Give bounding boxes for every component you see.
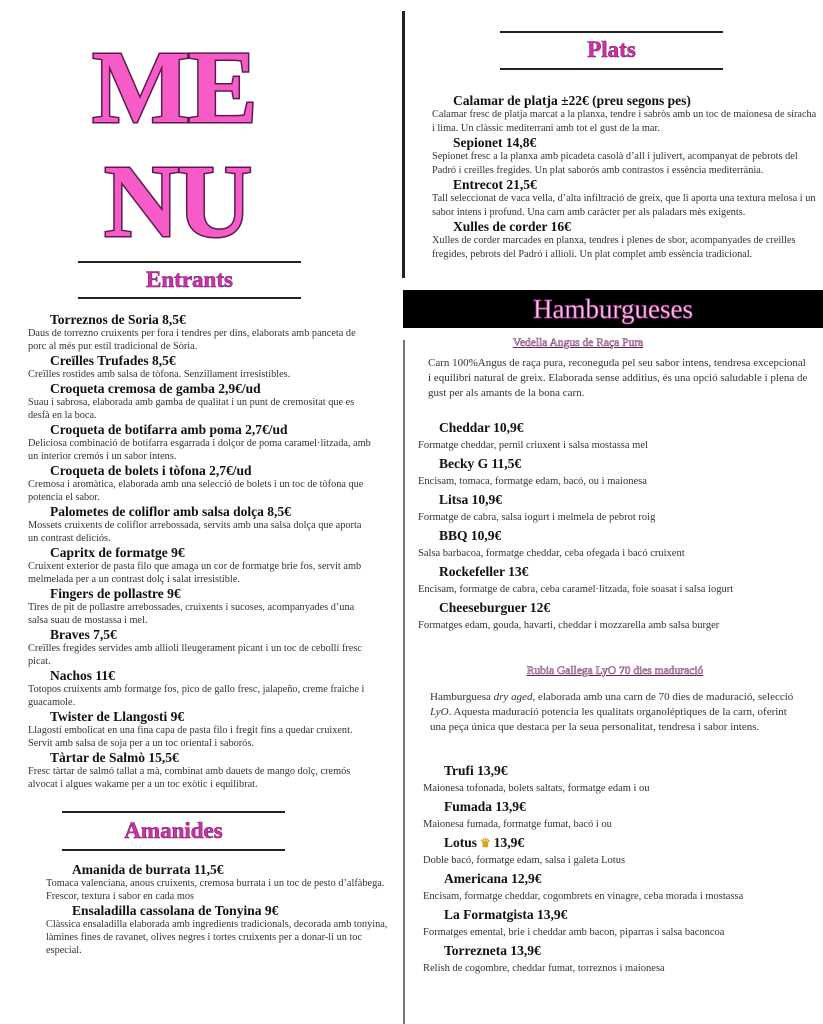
menu-item: [423, 942, 818, 978]
menu-item-title: [28, 750, 373, 765]
menu-item: [423, 834, 818, 870]
item-name: Becky G 11,5€: [439, 456, 522, 471]
menu-item: [46, 903, 391, 957]
item-name: Croqueta de bolets i tòfona 2,7€/ud: [50, 463, 252, 478]
item-name: Cheddar 10,9€: [439, 420, 524, 435]
menu-item-title: [28, 463, 373, 478]
menu-item: [28, 750, 373, 791]
item-name: Nachos 11€: [50, 668, 115, 683]
section-title-hamburgueses: Hamburgueses: [533, 294, 693, 324]
menu-item-title: [423, 834, 818, 852]
menu-item-description: Relish de cogombre, cheddar fumat, torreznos i maionesa: [423, 963, 665, 974]
menu-item-title: [28, 312, 373, 327]
menu-item-title: [432, 93, 817, 108]
menu-item-description: Cruixent exterior de pasta filo que amaga un cor de formatge brie fos, servit amb melmelada per a un contrast dolç i salat irresistible.: [28, 561, 362, 585]
menu-item-description: Tall seleccionat de vaca vella, d’alta infiltració de greix, que li aporta una textura melosa i un sabor intens i profund. Una carn amb caràcter per als paladars mès exigents.: [432, 193, 816, 218]
item-name: Litsa 10,9€: [439, 492, 503, 507]
item-name: Amanida de burrata 11,5€: [72, 862, 224, 877]
menu-item: [28, 312, 373, 353]
divider: [62, 849, 285, 851]
item-name: Americana 12,9€: [444, 871, 542, 886]
menu-title-line2: NU: [104, 144, 251, 259]
menu-item-title: [28, 709, 373, 724]
item-name: Fumada 13,9€: [444, 799, 526, 814]
section-title-plats: Plats: [587, 37, 636, 62]
menu-item-title: [28, 545, 373, 560]
menu-item-title: [423, 942, 818, 960]
item-name: Rockefeller 13€: [439, 564, 529, 579]
item-name: Croqueta cremosa de gamba 2,9€/ud: [50, 381, 261, 396]
menu-item-title: [423, 906, 818, 924]
item-name: Twister de Llangosti 9€: [50, 709, 185, 724]
menu-item-title: [28, 353, 373, 368]
menu-item-description: Maionesa fumada, formatge fumat, bacó i ou: [423, 819, 612, 830]
menu-item-description: Salsa barbacoa, formatge cheddar, ceba ofegada i bacó cruixent: [418, 548, 685, 559]
menu-title-line1: ME: [92, 30, 256, 145]
menu-item-description: Deliciosa combinació de botifarra esgarrada i dolçor de poma caramel·litzada, amb un interior cremós i un sabor intens.: [28, 438, 371, 462]
menu-item-description: Encisam, tomaca, formatge edam, bacó, ou i maionesa: [418, 476, 647, 487]
menu-item-title: [46, 903, 391, 918]
item-name: Entrecot 21,5€: [453, 177, 537, 192]
item-name: Creïlles Trufades 8,5€: [50, 353, 176, 368]
menu-item-description: Fresc tàrtar de salmó tallat a mà, combinat amb dauets de mango dolç, cremós alvocat i algues wakame per a un toc exòtic i equilibrat.: [28, 766, 351, 790]
entrants-list: [28, 312, 373, 791]
item-name: Sepionet 14,8€: [453, 135, 537, 150]
menu-item: [28, 545, 373, 586]
column-divider: [403, 340, 405, 1024]
item-name: Capritx de formatge 9€: [50, 545, 185, 560]
menu-item: [28, 668, 373, 709]
item-name: La Formatgista 13,9€: [444, 907, 568, 922]
menu-item-description: Creïlles fregides servides amb allioli lleugerament picant i un toc de cebollí fresc picat.: [28, 643, 362, 667]
menu-item-description: Tires de pit de pollastre arrebossades, cruixents i sucoses, acompanyades d’una salsa suau de mostassa i mel.: [28, 602, 355, 626]
menu-item-title: [423, 870, 818, 888]
menu-item-title: [28, 381, 373, 396]
intro-text: , elaborada amb una carn de 70 dies de maduració, selecció: [532, 691, 794, 703]
item-name: Trufi 13,9€: [444, 763, 508, 778]
plats-list: [432, 93, 817, 261]
menu-item-title: [432, 177, 817, 192]
menu-item-title: [46, 862, 391, 877]
column-divider: [402, 11, 405, 278]
menu-item-description: Creïlles rostides amb salsa de tòfona. Senzillament irresistibles.: [28, 369, 291, 380]
menu-item-title: [423, 798, 818, 816]
divider: [500, 68, 723, 70]
menu-item: [28, 504, 373, 545]
item-name: BBQ 10,9€: [439, 528, 502, 543]
menu-item: [418, 599, 818, 635]
menu-item-title: [432, 135, 817, 150]
menu-item-title: [28, 668, 373, 683]
item-name: Calamar de platja ±22€ (preu segons pes): [453, 93, 691, 108]
subtitle-rubia: Rubia Gallega LyO 70 dies maduració: [526, 665, 704, 677]
menu-item-description: Formatges emental, brie i cheddar amb bacon, piparras i salsa baconcoa: [423, 927, 725, 938]
menu-item-title: [28, 627, 373, 642]
menu-item: [423, 906, 818, 942]
menu-item: [28, 586, 373, 627]
item-name: Cheeseburguer 12€: [439, 600, 551, 615]
intro-text: Hamburguesa: [430, 691, 494, 703]
menu-item-description: Formatge de cabra, salsa iogurt i melmela de pebrot roig: [418, 512, 656, 523]
item-price: 13,9€: [493, 835, 525, 850]
item-name: Palometes de coliflor amb salsa dolça 8,5€: [50, 504, 291, 519]
section-title-entrants: Entrants: [146, 267, 233, 292]
item-name: Xulles de corder 16€: [453, 219, 571, 234]
menu-item: [418, 491, 818, 527]
rubia-burger-list: [423, 762, 818, 978]
menu-item-title: [418, 599, 818, 617]
section-title-amanides: Amanides: [124, 818, 223, 843]
divider: [500, 31, 723, 33]
menu-item-description: Clàssica ensaladilla elaborada amb ingredients tradicionals, decorada amb tonyina, làmines fines de ravanet, olives negres i tortes cruixents per a donar-li un toc especial.: [46, 919, 388, 956]
crown-icon: ♛: [477, 836, 494, 850]
angus-intro: Carn 100%Angus de raça pura, reconeguda pel seu sabor intens, tendresa excepcional i equilibri natural de greix. Elaborada sense additius, és una opció saludable i plena de gust per als amants de la bona carn.: [428, 357, 808, 399]
menu-item-description: Encisam, formatge de cabra, ceba caramel·litzada, foie soasat i salsa iogurt: [418, 584, 734, 595]
menu-item: [423, 762, 818, 798]
menu-item: [432, 93, 817, 135]
menu-item: [28, 627, 373, 668]
menu-item-description: Cremosa i aromàtica, elaborada amb una selecció de bolets i un toc de tòfona que potencia el sabor.: [28, 479, 364, 503]
divider: [78, 297, 301, 299]
menu-item-description: Encisam, formatge cheddar, cogombrets en vinagre, ceba morada i mostassa: [423, 891, 744, 902]
menu-item-description: Formatge cheddar, pernil criuxent i salsa mostassa mel: [418, 440, 648, 451]
subtitle-angus: Vedella Angus de Raça Pura: [512, 337, 644, 349]
menu-item-description: Formatges edam, gouda, havarti, cheddar i mozzarella amb salsa burger: [418, 620, 720, 631]
menu-item-title: [418, 491, 818, 509]
menu-item-title: [423, 762, 818, 780]
intro-emphasis: LyO: [430, 706, 449, 718]
menu-item-description: Calamar fresc de platja marcat a la planxa, tendre i sabròs amb un toc de maionesa de siracha i lima. Un clàssic mediterrani amb tot el gust de la mar.: [432, 109, 817, 134]
menu-item-title: [418, 563, 818, 581]
item-name: Croqueta de botifarra amb poma 2,7€/ud: [50, 422, 288, 437]
amanides-list: [46, 862, 391, 957]
menu-item-title: [28, 422, 373, 437]
menu-item-description: Xulles de corder marcades en planxa, tendres i plenes de sbor, acompanyades de creilles fregides, pebrots del Padró i allioli. Un plat complet amb essència tradicional.: [432, 235, 796, 260]
intro-emphasis: dry aged: [493, 691, 533, 703]
menu-item: [418, 455, 818, 491]
menu-item: [418, 563, 818, 599]
menu-item: [46, 862, 391, 903]
menu-item-description: Maionesa tofonada, bolets saltats, formatge edam i ou: [423, 783, 650, 794]
angus-burger-list: [418, 419, 818, 635]
menu-item-title: [432, 219, 817, 234]
menu-item: [418, 527, 818, 563]
item-name: Ensaladilla cassolana de Tonyina 9€: [72, 903, 279, 918]
intro-text: . Aquesta maduració potencia les qualitats organoléptiques de la carn, oferint una peça única que destaca per la seua personalitat, tendresa i sabor intens.: [430, 706, 787, 733]
menu-item-title: [418, 527, 818, 545]
menu-item: [28, 463, 373, 504]
menu-item-description: Doble bacó, formatge edam, salsa i galeta Lotus: [423, 855, 626, 866]
section-banner-hamburgueses: [403, 290, 823, 328]
menu-item: [432, 219, 817, 261]
menu-item: [28, 353, 373, 381]
menu-item: [28, 381, 373, 422]
menu-item-title: [28, 504, 373, 519]
rubia-intro: [430, 690, 802, 735]
menu-item: [28, 422, 373, 463]
menu-item: [28, 709, 373, 750]
item-name: Lotus: [444, 835, 478, 850]
menu-item-description: Tomaca valenciana, anous cruixents, cremosa burrata i un toc de pesto d’alfàbega. Frescor, textura i sabor en cada mos: [46, 878, 385, 902]
menu-item: [432, 177, 817, 219]
menu-item-description: Mossets cruixents de coliflor arrebossada, servits amb una salsa dolça que aporta un contrast deliciós.: [28, 520, 362, 544]
menu-item-title: [418, 419, 818, 437]
item-name: Braves 7,5€: [50, 627, 117, 642]
menu-item-description: Suau i sabrosa, elaborada amb gamba de qualitat i un punt de cremositat que es desfà en la boca.: [28, 397, 355, 421]
menu-item: [418, 419, 818, 455]
menu-item-title: [418, 455, 818, 473]
menu-item-description: Sepionet fresc a la planxa amb picadeta casolà d’all i julivert, acompanyat de pebrots del Padró i creilles fregides. Un plat saborós amb contrastos i essència mediterrània.: [432, 151, 798, 176]
item-name: Tàrtar de Salmò 15,5€: [50, 750, 179, 765]
menu-item-title: [28, 586, 373, 601]
divider: [78, 261, 301, 263]
menu-item-description: Daus de torrezno cruixents per fora i tendres per dins, elaborats amb panceta de porc al més pur estil tradicional de Sòria.: [28, 328, 356, 352]
menu-item: [423, 798, 818, 834]
item-name: Torreznos de Soria 8,5€: [50, 312, 186, 327]
menu-item-description: Llagostí embolicat en una fina capa de pasta filo i fregit fins a quedar cruixent. Servit amb salsa de soja per a un toc oriental i saborós.: [28, 725, 353, 749]
item-name: Fingers de pollastre 9€: [50, 586, 181, 601]
menu-item: [432, 135, 817, 177]
menu-item: [423, 870, 818, 906]
menu-item-description: Totopos cruixents amb formatge fos, pico de gallo fresc, jalapeño, creme fraiche i guacamole.: [28, 684, 365, 708]
item-name: Torrezneta 13,9€: [444, 943, 541, 958]
divider: [62, 811, 285, 813]
